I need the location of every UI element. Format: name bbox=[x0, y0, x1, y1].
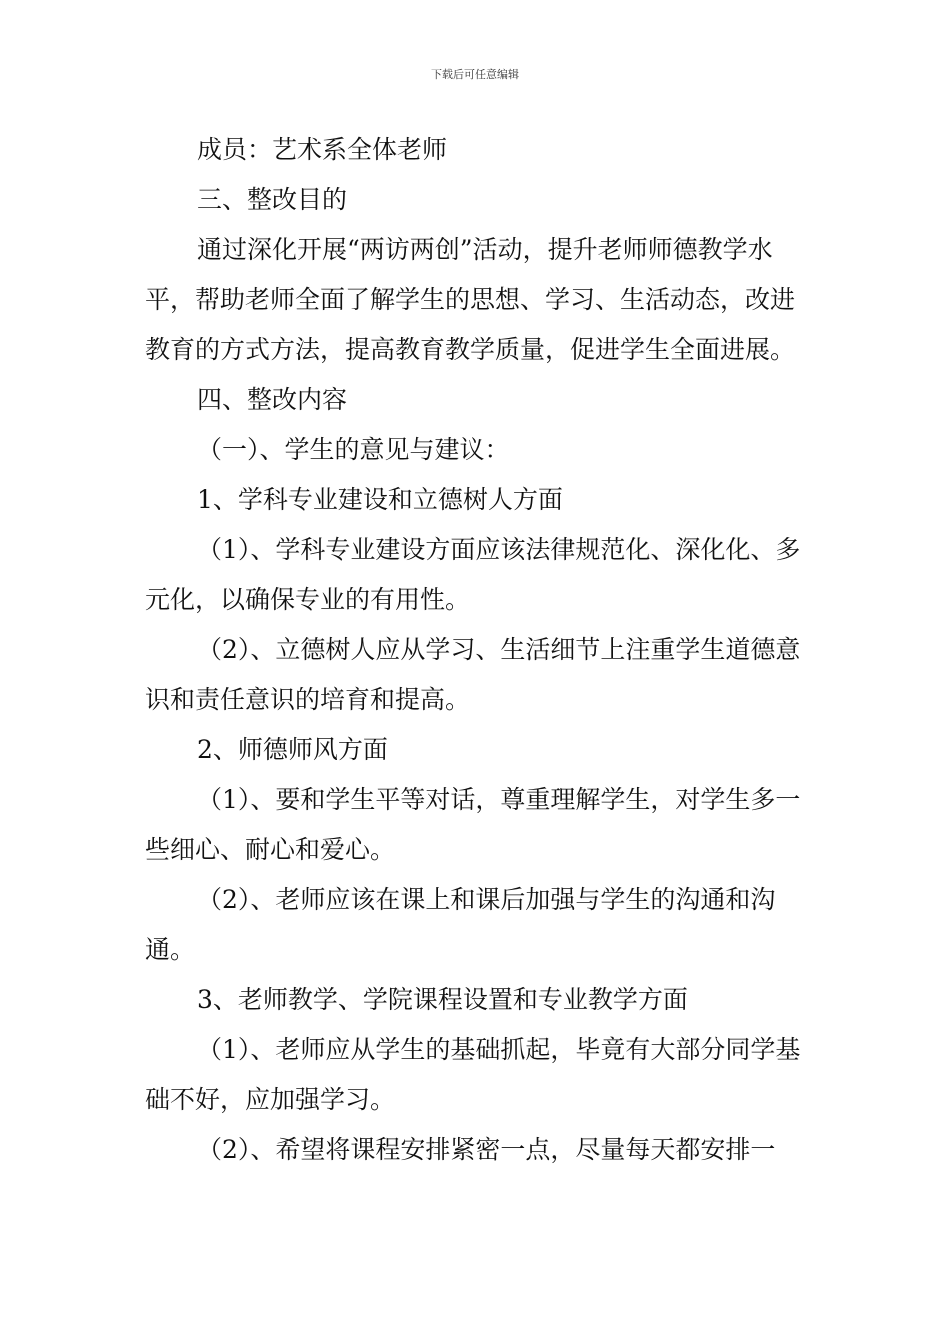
subitem-ethics-2: （2）、老师应该在课上和课后加强与学生的沟通和沟通。 bbox=[145, 885, 776, 964]
item-discipline-construction: 1、学科专业建设和立德树人方面 bbox=[197, 485, 563, 514]
paragraph-members: 成员：艺术系全体老师 bbox=[197, 135, 448, 164]
item-teaching-curriculum: 3、老师教学、学院课程设置和专业教学方面 bbox=[197, 985, 688, 1014]
subitem-teaching-2: （2）、希望将课程安排紧密一点，尽量每天都安排一 bbox=[197, 1135, 776, 1164]
subitem-discipline-1: （1）、学科专业建设方面应该法律规范化、深化化、多元化，以确保专业的有用性。 bbox=[145, 535, 801, 614]
document-body bbox=[145, 125, 810, 1175]
item-teacher-ethics: 2、师德师风方面 bbox=[197, 735, 388, 764]
heading-rectification-purpose: 三、整改目的 bbox=[197, 185, 348, 214]
page-header-note: 下载后可任意编辑 bbox=[431, 68, 519, 81]
subheading-student-suggestions: （一）、学生的意见与建议： bbox=[197, 435, 510, 464]
subitem-ethics-1: （1）、要和学生平等对话，尊重理解学生，对学生多一些细心、耐心和爱心。 bbox=[145, 785, 801, 864]
subitem-teaching-1: （1）、老师应从学生的基础抓起，毕竟有大部分同学基础不好，应加强学习。 bbox=[145, 1035, 801, 1114]
subitem-discipline-2: （2）、立德树人应从学习、生活细节上注重学生道德意识和责任意识的培育和提高。 bbox=[145, 635, 801, 714]
paragraph-purpose: 通过深化开展“两访两创”活动，提升老师师德教学水平，帮助老师全面了解学生的思想、学习、生活动态，改进教育的方式方法，提高教育教学质量，促进学生全面进展。 bbox=[145, 235, 796, 364]
heading-rectification-content: 四、整改内容 bbox=[197, 385, 348, 414]
